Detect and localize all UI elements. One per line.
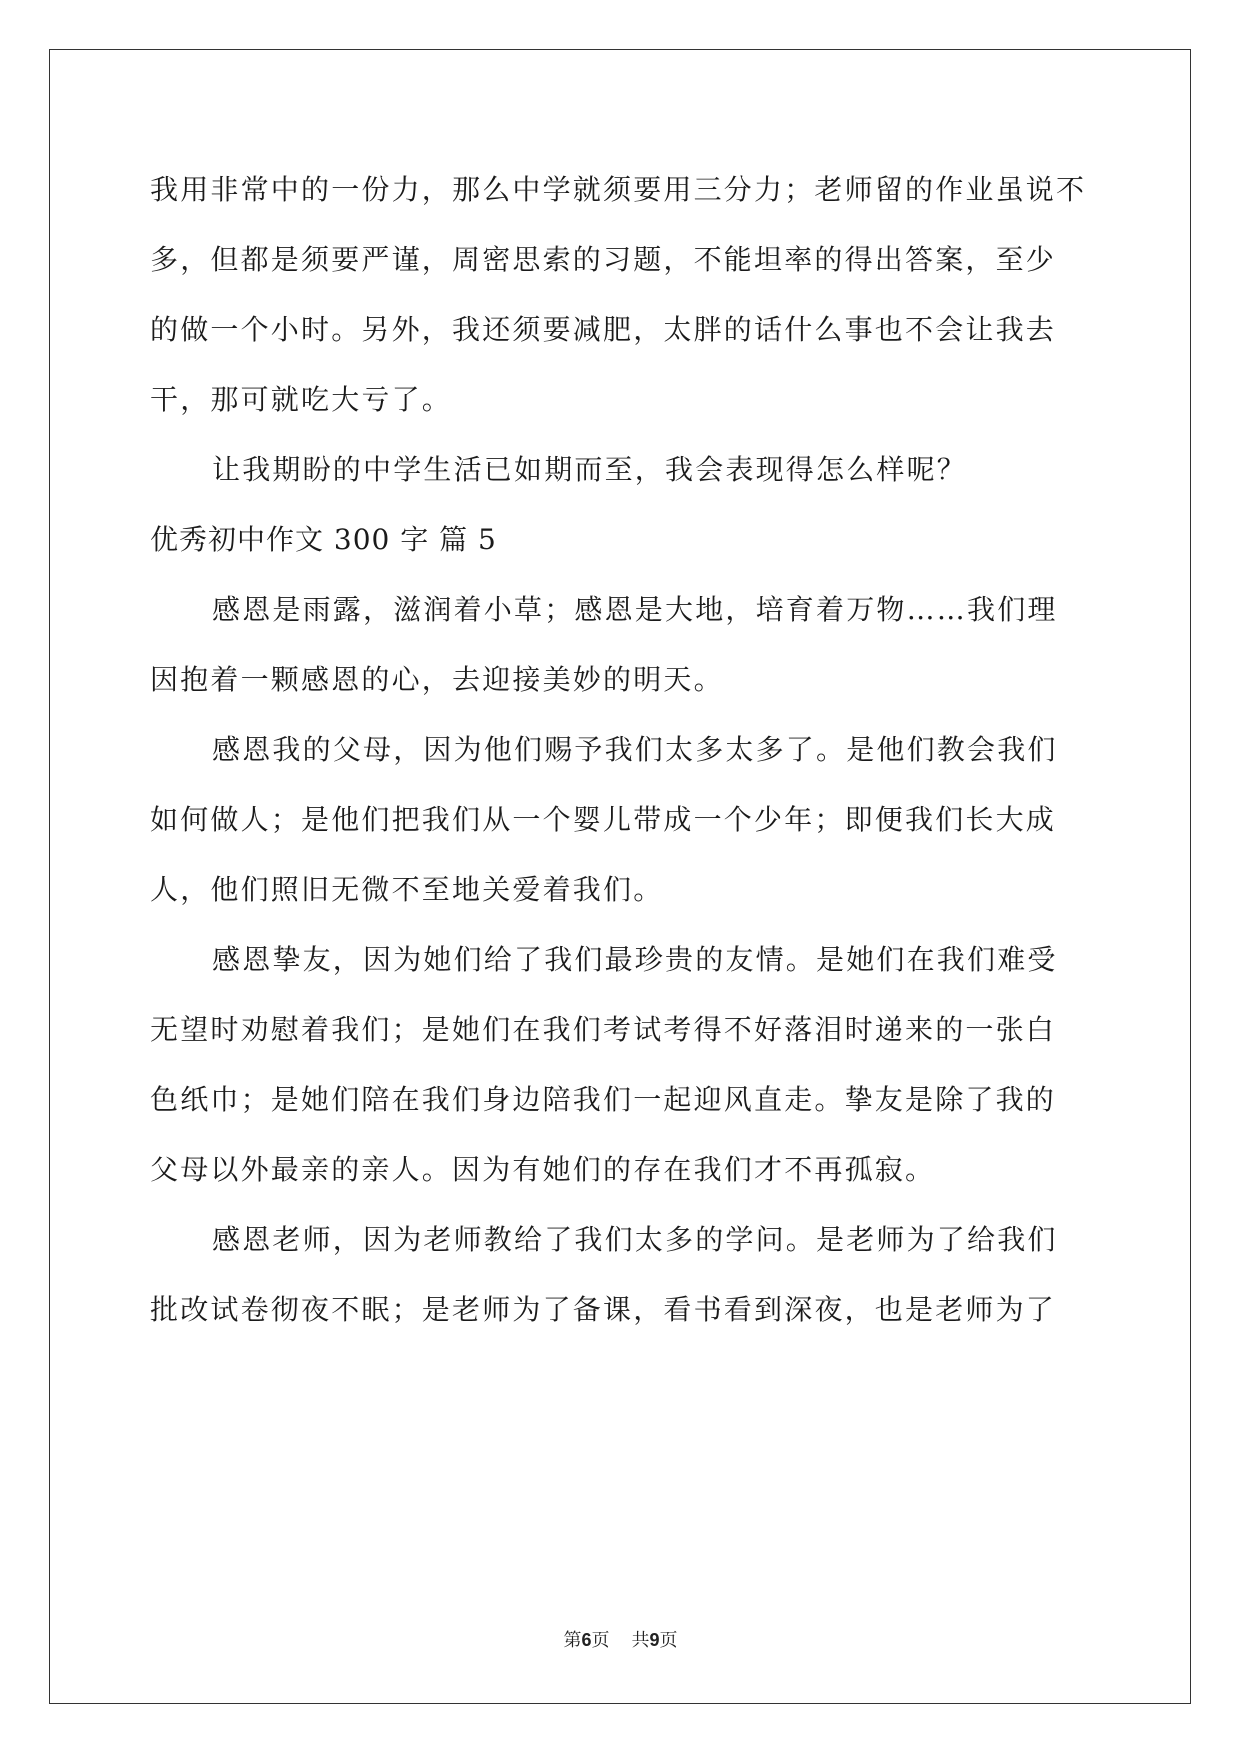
text-line: 我用非常中的一份力，那么中学就须要用三分力；老师留的作业虽说不	[150, 173, 1087, 206]
text-line: 色纸巾；是她们陪在我们身边陪我们一起迎风直走。挚友是除了我的	[150, 1083, 1057, 1116]
current-page-number: 6	[581, 1630, 592, 1650]
text-line: 无望时劝慰着我们；是她们在我们考试考得不好落泪时递来的一张白	[150, 1013, 1057, 1046]
text-line: 感恩我的父母，因为他们赐予我们太多太多了。是他们教会我们	[212, 733, 1058, 766]
text-line: 因抱着一颗感恩的心，去迎接美妙的明天。	[150, 663, 724, 696]
text-line: 感恩挚友，因为她们给了我们最珍贵的友情。是她们在我们难受	[212, 943, 1058, 976]
footer-prefix: 第	[563, 1630, 582, 1651]
page-footer	[0, 1628, 1241, 1653]
text-line: 的做一个小时。另外，我还须要减肥，太胖的话什么事也不会让我去	[150, 313, 1057, 346]
footer-total-prefix: 共	[631, 1630, 650, 1651]
text-line: 感恩是雨露，滋润着小草；感恩是大地，培育着万物……我们理	[212, 593, 1058, 626]
text-line: 如何做人；是他们把我们从一个婴儿带成一个少年；即便我们长大成	[150, 803, 1057, 836]
footer-page-unit: 页	[591, 1630, 610, 1651]
footer-total-unit: 页	[659, 1630, 678, 1651]
text-line: 批改试卷彻夜不眠；是老师为了备课，看书看到深夜，也是老师为了	[150, 1293, 1057, 1326]
text-line: 父母以外最亲的亲人。因为有她们的存在我们才不再孤寂。	[150, 1153, 936, 1186]
section-heading: 优秀初中作文 300 字 篇 5	[150, 523, 497, 556]
text-line: 感恩老师，因为老师教给了我们太多的学问。是老师为了给我们	[212, 1223, 1058, 1256]
total-page-number: 9	[649, 1630, 660, 1650]
document-body	[150, 155, 1090, 1345]
text-line: 让我期盼的中学生活已如期而至，我会表现得怎么样呢？	[212, 453, 968, 486]
text-line: 人，他们照旧无微不至地关爱着我们。	[150, 873, 664, 906]
text-line: 多，但都是须要严谨，周密思索的习题，不能坦率的得出答案，至少	[150, 243, 1057, 276]
text-line: 干，那可就吃大亏了。	[150, 383, 453, 416]
